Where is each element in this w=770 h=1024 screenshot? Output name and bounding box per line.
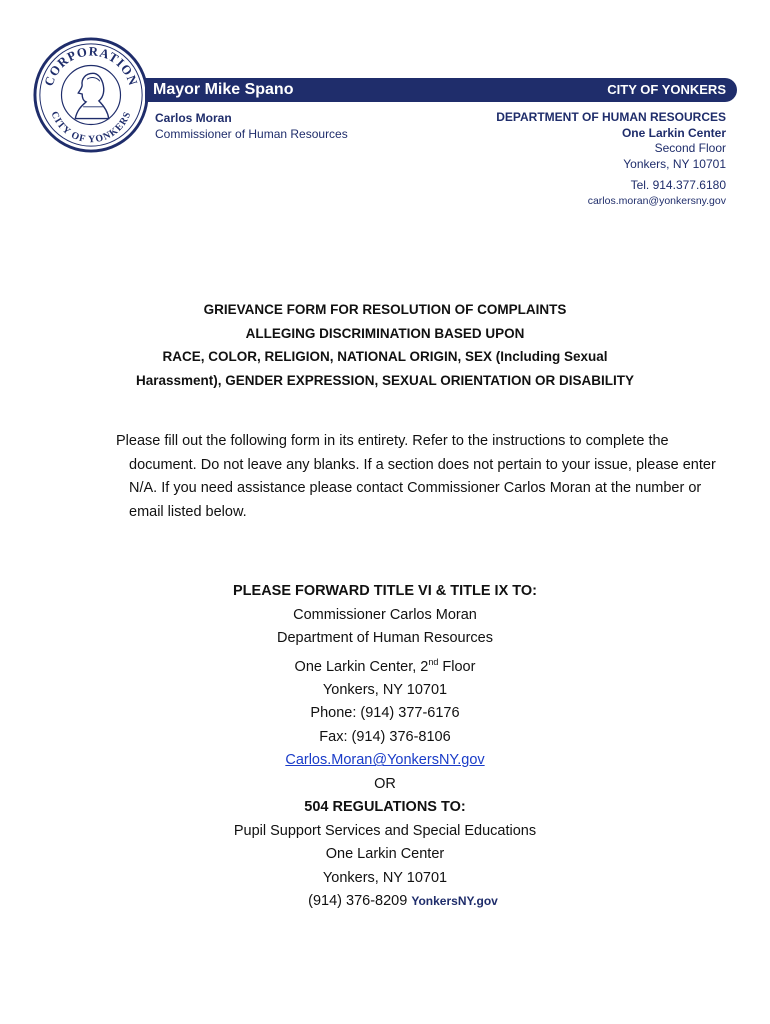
email-link[interactable]: Carlos.Moran@YonkersNY.gov <box>285 752 485 769</box>
address-superscript: nd <box>428 656 439 667</box>
forward-fax: Fax: (914) 376-8106 <box>319 728 451 745</box>
address-line-3: Yonkers, NY 10701 <box>623 156 726 171</box>
commissioner-block <box>155 110 348 142</box>
office-phone: (914) 376-8209 <box>308 893 408 910</box>
address-line-2: Second Floor <box>654 141 726 155</box>
office-address: One Larkin Center <box>325 846 445 863</box>
forward-city: Yonkers, NY 10701 <box>322 681 448 698</box>
office-city: Yonkers, NY 10701 <box>322 869 448 886</box>
office-phone-line <box>100 890 670 914</box>
mayor-name: Mayor Mike Spano <box>153 81 294 98</box>
commissioner-title: Commissioner of Human Resources <box>155 127 348 141</box>
telephone: Tel. 914.377.6180 <box>630 178 726 192</box>
pupil-support-office: Pupil Support Services and Special Educations <box>233 822 537 839</box>
svg-text:CITY OF YONKERS: CITY OF YONKERS <box>48 109 134 146</box>
website-text: YonkersNY.gov <box>411 894 498 909</box>
city-seal-logo <box>32 36 150 154</box>
svg-text:CORPORATION: CORPORATION <box>41 44 141 88</box>
department-address-block <box>496 110 726 209</box>
forward-department: Department of Human Resources <box>277 630 493 646</box>
address-line-1: One Larkin Center <box>621 125 726 140</box>
instructions-paragraph: Please fill out the following form in its entirety. Refer to the instructions to complete the document. Do not leave any blanks. If a section does not pertain to your issue, please enter N/A. If you need assistance please contact Commissioner Carlos Moran at the number or email listed below. <box>116 433 716 520</box>
city-name: CITY OF YONKERS <box>607 82 726 97</box>
regulations-heading: 504 REGULATIONS TO: <box>304 799 466 816</box>
address-main: One Larkin Center, 2 <box>294 658 429 675</box>
forward-heading: PLEASE FORWARD TITLE VI & TITLE IX TO: <box>233 583 537 599</box>
form-title <box>60 298 710 392</box>
department-name: DEPARTMENT OF HUMAN RESOURCES <box>496 110 726 124</box>
or-separator: OR <box>374 775 396 792</box>
forward-name: Commissioner Carlos Moran <box>293 606 477 623</box>
commissioner-name: Carlos Moran <box>155 111 232 125</box>
forwarding-block <box>100 580 670 914</box>
forward-phone: Phone: (914) 377-6176 <box>310 705 460 722</box>
header-email: carlos.moran@yonkersny.gov <box>587 194 726 207</box>
title-line-3: RACE, COLOR, RELIGION, NATIONAL ORIGIN, SEX (Including Sexual <box>162 349 608 364</box>
forward-address <box>100 651 670 679</box>
title-line-4: Harassment), GENDER EXPRESSION, SEXUAL ORIENTATION OR DISABILITY <box>135 372 635 388</box>
address-floor: Floor <box>438 658 476 675</box>
title-line-1: GRIEVANCE FORM FOR RESOLUTION OF COMPLAINTS <box>203 302 567 317</box>
title-line-2: ALLEGING DISCRIMINATION BASED UPON <box>245 325 525 341</box>
